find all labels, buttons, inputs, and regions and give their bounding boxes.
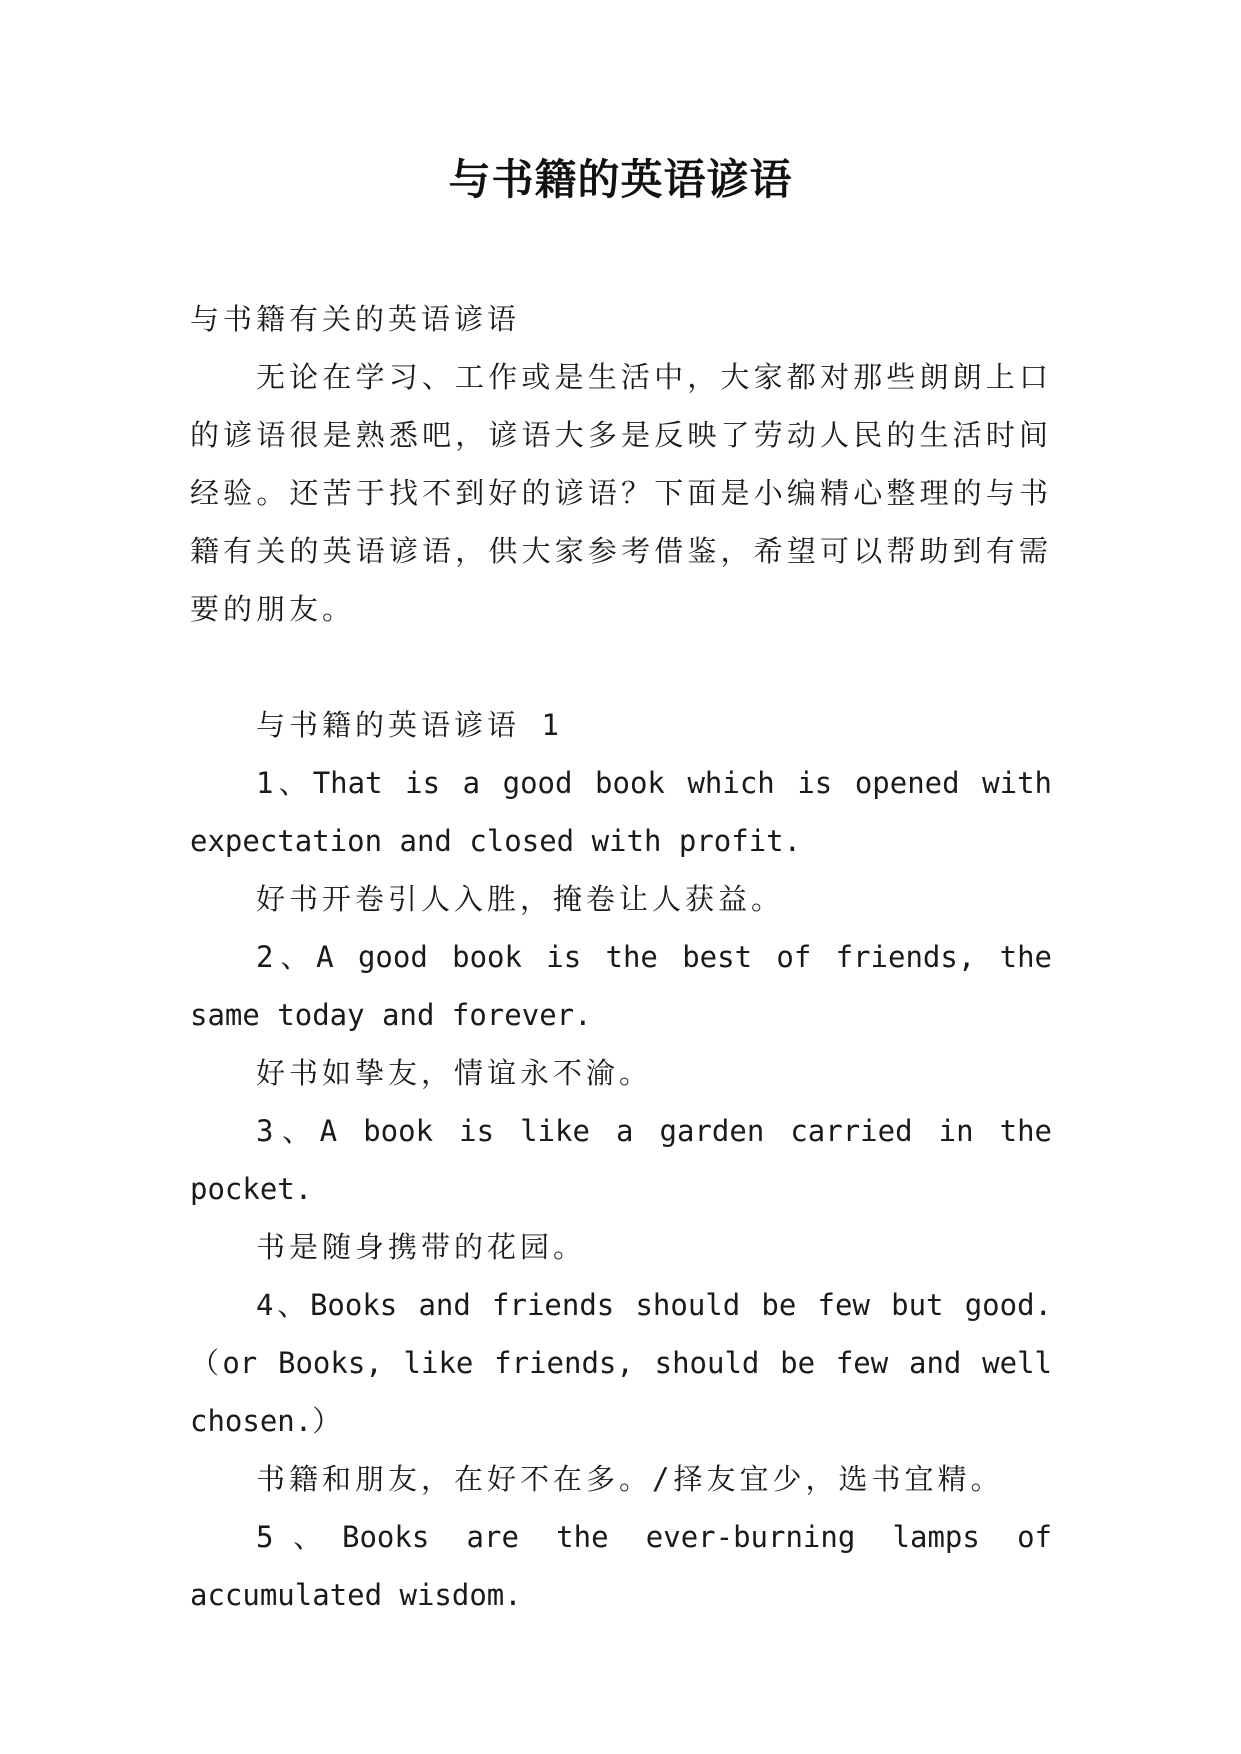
section-heading: 与书籍的英语谚语 1 [256, 708, 563, 742]
proverb-english: 3、A book is like a garden carried in the pocket. [190, 1114, 1052, 1206]
proverb-chinese: 好书开卷引人入胜，掩卷让人获益。 [256, 882, 785, 916]
subtitle: 与书籍有关的英语谚语 [190, 302, 521, 336]
spacer [190, 638, 1052, 696]
proverb-chinese: 好书如挚友，情谊永不渝。 [256, 1056, 653, 1090]
proverb-english: 4、Books and friends should be few but good.（or Books, like friends, should be few and well chosen.） [190, 1288, 1052, 1438]
proverb-chinese: 书是随身携带的花园。 [256, 1230, 587, 1264]
intro-paragraph: 无论在学习、工作或是生活中，大家都对那些朗朗上口的谚语很是熟悉吧，谚语大多是反映了劳动人民的生活时间经验。还苦于找不到好的谚语？下面是小编精心整理的与书籍有关的英语谚语，供大家参考借鉴，希望可以帮助到有需要的朋友。 [190, 360, 1052, 626]
document-body [190, 290, 1052, 1624]
proverb-chinese: 书籍和朋友，在好不在多。/择友宜少，选书宜精。 [256, 1462, 1004, 1496]
document-title: 与书籍的英语谚语 [448, 155, 793, 204]
proverb-english: 5、Books are the ever-burning lamps of accumulated wisdom. [190, 1520, 1052, 1612]
proverb-english: 2、A good book is the best of friends, the same today and forever. [190, 940, 1052, 1032]
proverb-english: 1、That is a good book which is opened with expectation and closed with profit. [190, 766, 1052, 858]
